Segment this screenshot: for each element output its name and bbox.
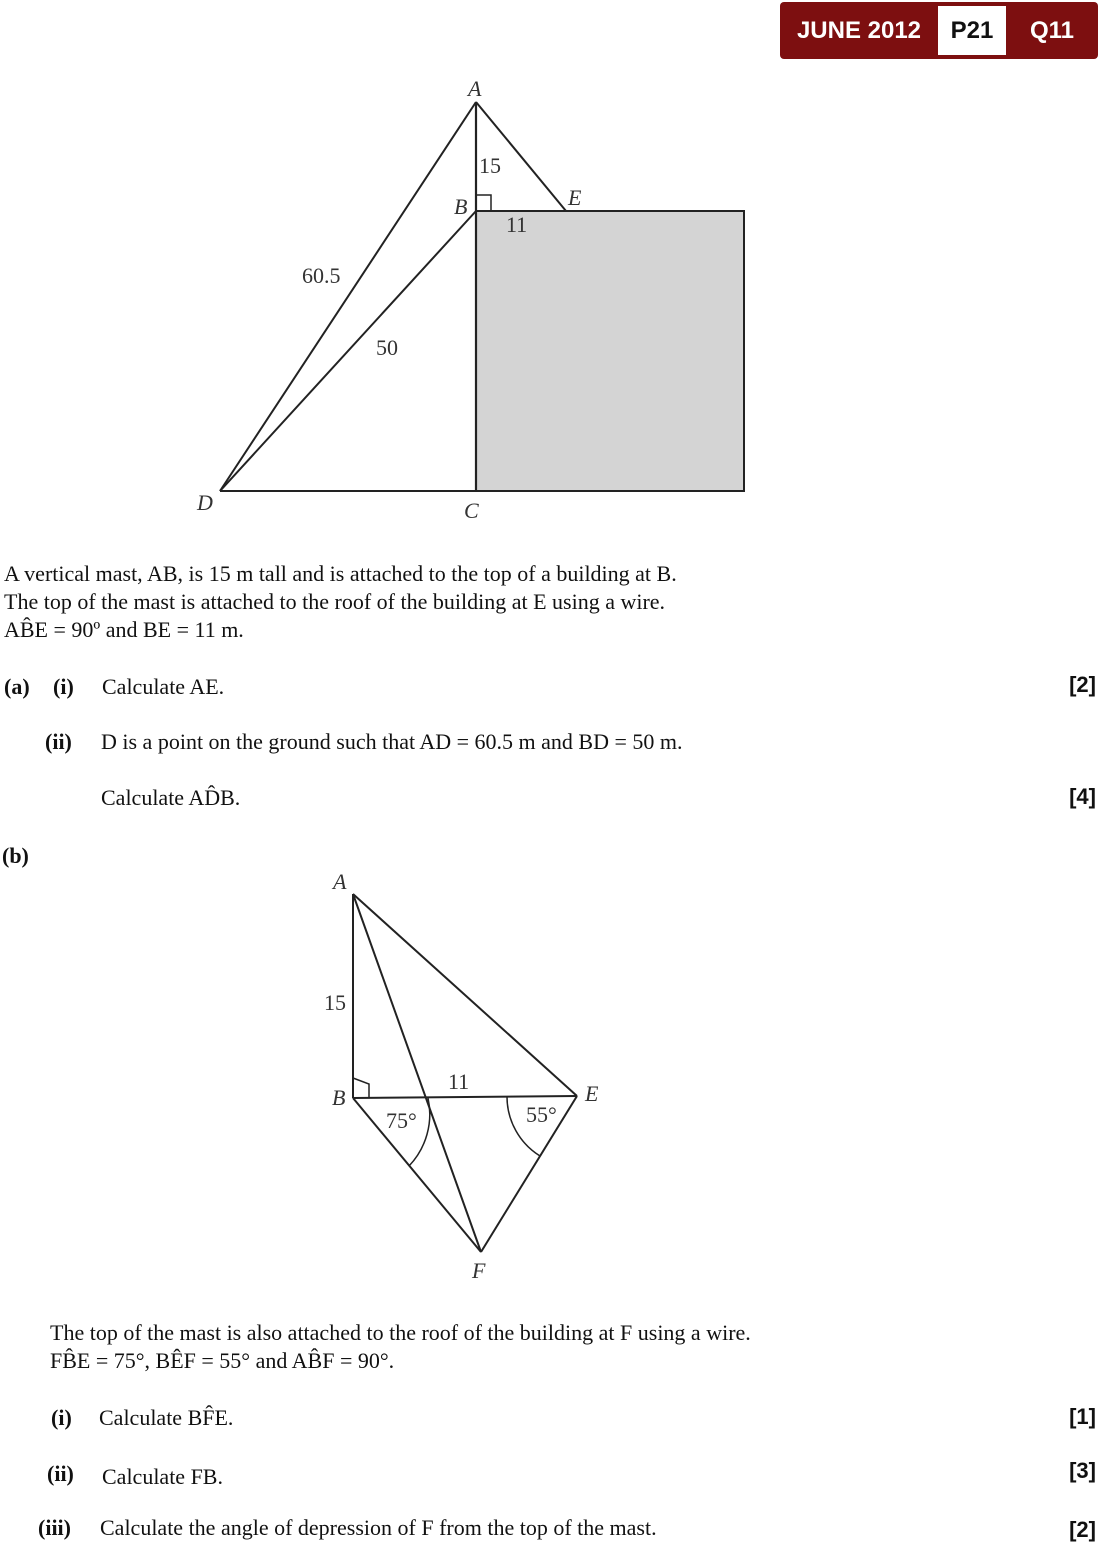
point-b: B (454, 194, 468, 219)
point-b: B (332, 1085, 346, 1110)
intro-line-2: The top of the mast is attached to the roof of the building at E using a wire. (4, 589, 666, 614)
part-a-i-marks: [2] (1069, 672, 1096, 697)
label-ab: 15 (324, 990, 346, 1015)
point-e: E (585, 1081, 599, 1106)
part-a-ii-marks: [4] (1069, 784, 1096, 809)
point-c: C (464, 498, 479, 523)
part-a-ii-label: (ii) (45, 729, 72, 754)
part-a-i-text: Calculate AE. (102, 674, 225, 699)
paper-label: P21 (938, 6, 1006, 55)
part-b-ii-text: Calculate FB. (102, 1464, 223, 1489)
point-a: A (468, 76, 482, 101)
part-b-iii-label: (iii) (38, 1515, 71, 1540)
part-b-i-marks: [1] (1069, 1404, 1096, 1429)
label-ab: 15 (479, 153, 501, 178)
part-b-ii-label: (ii) (47, 1461, 74, 1486)
label-ad: 60.5 (302, 263, 341, 288)
part-b-i-label: (i) (51, 1405, 72, 1430)
session-label: JUNE 2012 (796, 16, 922, 44)
question-label: Q11 (1029, 16, 1075, 44)
part-b-iii-marks: [2] (1069, 1517, 1096, 1542)
part-b-iii-text: Calculate the angle of depression of F from the top of the mast. (100, 1515, 657, 1540)
line-be (353, 1096, 577, 1098)
point-a: A (333, 869, 347, 894)
part-b-label: (b) (2, 843, 29, 868)
right-angle-mark (353, 1078, 369, 1098)
point-e: E (568, 185, 582, 210)
point-d: D (197, 490, 213, 515)
point-f: F (472, 1258, 486, 1283)
label-be: 11 (506, 212, 528, 237)
part-a-ii-text: D is a point on the ground such that AD = 60.5 m and BD = 50 m. (101, 729, 683, 754)
part-b-intro-2: FB̂E = 75°, BÊF = 55° and AB̂F = 90°. (50, 1348, 395, 1373)
part-b-i-text: Calculate BF̂E. (99, 1405, 234, 1430)
label-be: 11 (448, 1069, 470, 1094)
part-a-label: (a) (4, 674, 30, 699)
part-b-ii-marks: [3] (1069, 1458, 1096, 1483)
line-bf (353, 1098, 481, 1252)
intro-line-3: AB̂E = 90º and BE = 11 m. (4, 617, 244, 642)
intro-line-1: A vertical mast, AB, is 15 m tall and is attached to the top of a building at B. (4, 561, 677, 586)
part-b-intro-1: The top of the mast is also attached to the roof of the building at F using a wire. (50, 1320, 751, 1345)
part-a-i-label: (i) (53, 674, 74, 699)
angle-e-label: 55° (526, 1102, 557, 1127)
label-bd: 50 (376, 335, 398, 360)
angle-b-label: 75° (386, 1108, 417, 1133)
part-a-ii-text-2: Calculate AD̂B. (101, 785, 241, 810)
wire-ae (353, 894, 577, 1096)
